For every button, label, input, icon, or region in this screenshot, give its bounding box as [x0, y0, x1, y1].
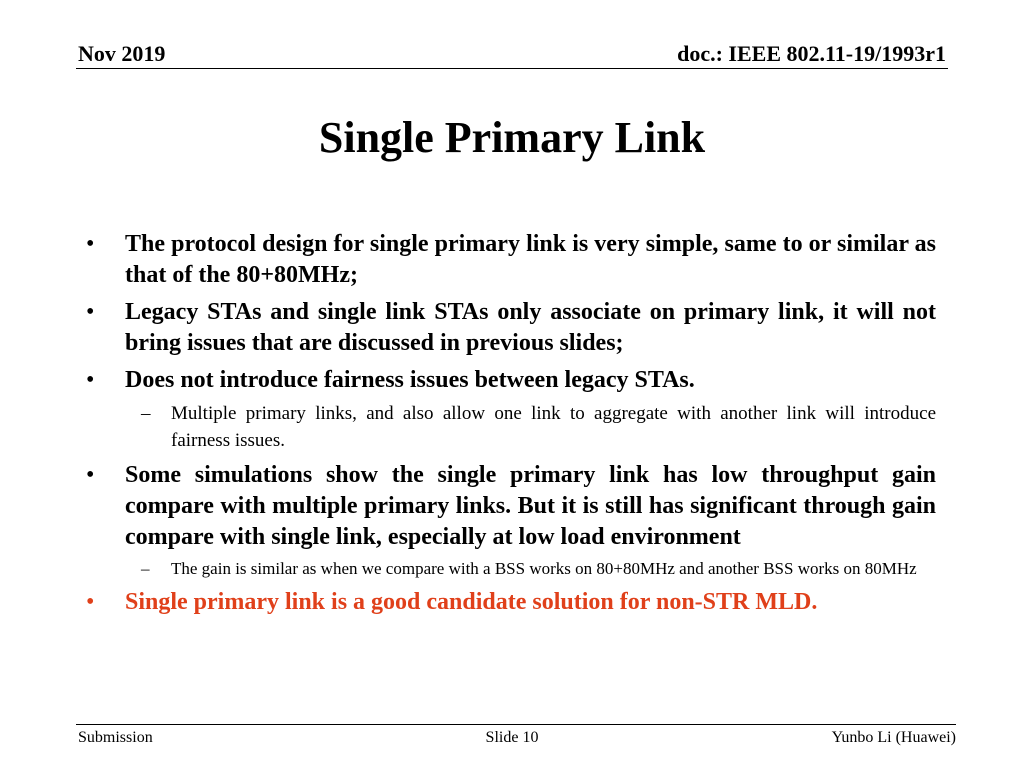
bullet-mark: • [86, 299, 95, 325]
footer-slide-number: Slide 10 [485, 729, 539, 746]
slide-title: Single Primary Link [318, 113, 706, 162]
bullet-mark: • [86, 367, 95, 393]
footer-submission: Submission [78, 729, 153, 746]
bullet-text: Does not introduce fairness issues between legacy STAs. [125, 367, 695, 393]
sub-bullet-gain-similar [84, 557, 936, 581]
bullet-conclusion [84, 587, 936, 618]
sub-bullet-mark: – [141, 403, 151, 424]
sub-bullet-mark: – [141, 559, 150, 578]
sub-bullet-text: The gain is similar as when we compare with a BSS works on 80+80MHz and another BSS works on 80MHz [171, 559, 917, 578]
sub-bullet-text: Multiple primary links, and also allow one link to aggregate with another link will introduce fairness issues. [171, 403, 936, 451]
bullet-text: Single primary link is a good candidate solution for non-STR MLD. [125, 589, 818, 615]
header-date: Nov 2019 [78, 41, 166, 66]
header-divider [76, 68, 948, 69]
footer-divider [76, 724, 956, 725]
bullet-mark: • [86, 231, 95, 257]
bullet-text: Some simulations show the single primary link has low throughput gain compare with multiple primary links. But it is still has significant through gain compare with single link, especially at low load environment [125, 462, 936, 550]
bullet-mark: • [86, 589, 95, 615]
bullet-protocol-design [84, 229, 936, 291]
bullet-simulations [84, 460, 936, 553]
header-doc-id: doc.: IEEE 802.11-19/1993r1 [677, 41, 946, 66]
bullet-legacy-stas [84, 297, 936, 359]
footer-author: Yunbo Li (Huawei) [831, 729, 956, 746]
bullet-fairness [84, 365, 936, 396]
bullet-text: The protocol design for single primary link is very simple, same to or similar as that of the 80+80MHz; [125, 231, 936, 288]
bullet-mark: • [86, 462, 95, 488]
sub-bullet-multiple-primary [84, 400, 936, 454]
bullet-text: Legacy STAs and single link STAs only associate on primary link, it will not bring issues that are discussed in previous slides; [125, 299, 936, 356]
slide-body [84, 229, 936, 624]
